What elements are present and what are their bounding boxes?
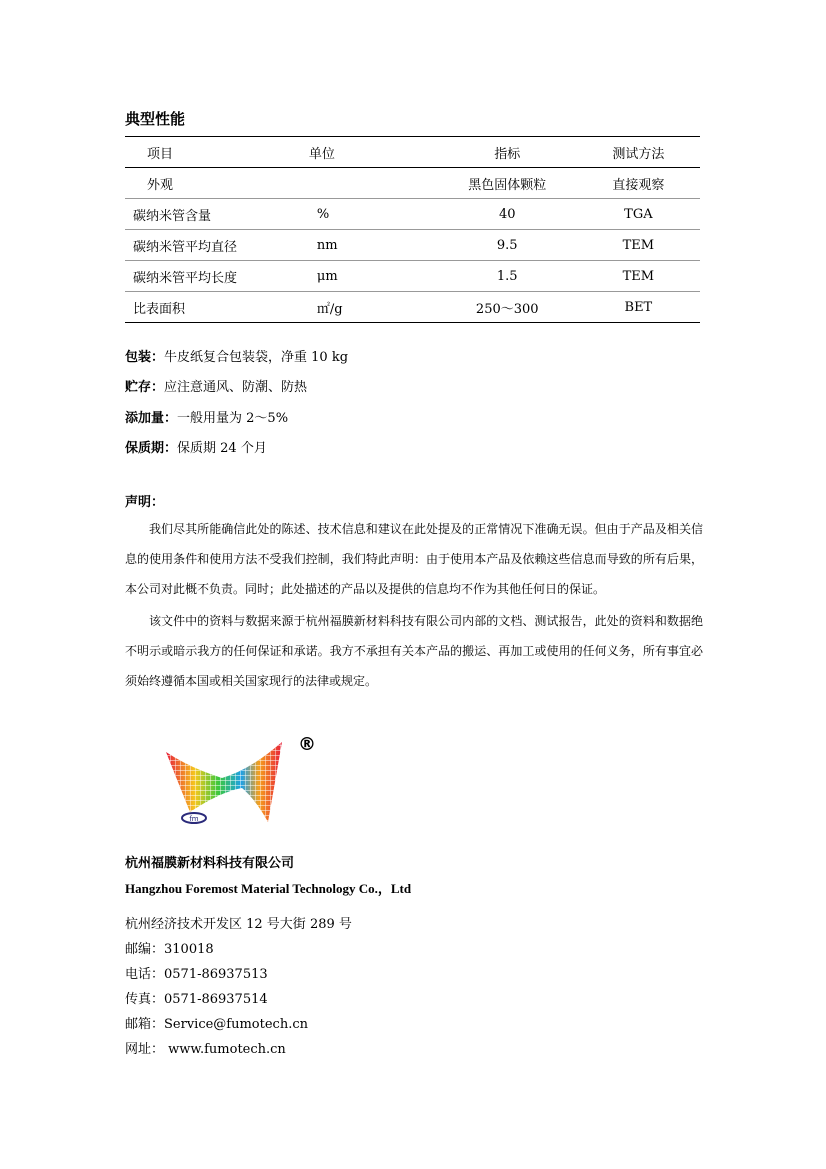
info-label: 包装： <box>125 350 165 365</box>
company-name-cn: 杭州福膜新材料科技有限公司 <box>125 856 295 871</box>
declaration-paragraph-1: 我们尽其所能确信此处的陈述、技术信息和建议在此处提及的正常情况下准确无误。但由于产品及相关信息的使用条件和使用方法不受我们控制，我们特此声明：由于使用本产品及依赖这些信息而导致的所有后果，本公司对此概不负责。同时；此处描述的产品以及提供的信息均不作为其他任何日的保证。 <box>125 522 703 596</box>
contact-email[interactable]: 邮箱：Service@fumotech.cn <box>125 1017 308 1032</box>
info-value: 一般用量为 2～5% <box>177 411 289 426</box>
cell-item: 外观 <box>125 168 297 199</box>
cell-unit <box>297 168 438 199</box>
table-row <box>125 230 700 261</box>
cell-unit: μm <box>297 261 438 292</box>
cell-item: 比表面积 <box>125 292 297 323</box>
cell-item: 碳纳米管平均直径 <box>125 230 297 261</box>
cell-item: 碳纳米管平均长度 <box>125 261 297 292</box>
info-storage <box>125 376 307 395</box>
table-row <box>125 168 700 199</box>
cell-method: TEM <box>577 230 700 261</box>
info-shelf-life <box>125 437 267 456</box>
cell-spec: 黑色固体颗粒 <box>438 168 577 199</box>
declaration-title: 声明： <box>125 495 165 510</box>
table-row <box>125 261 700 292</box>
contact-website[interactable]: 网址： www.fumotech.cn <box>125 1042 286 1057</box>
cell-method: TGA <box>577 199 700 230</box>
info-packaging <box>125 346 348 365</box>
company-name-en: Hangzhou Foremost Material Technology Co.，Ltd <box>125 881 412 896</box>
cell-unit: % <box>297 199 438 230</box>
cell-spec: 9.5 <box>438 230 577 261</box>
contact-postcode: 邮编：310018 <box>125 942 214 957</box>
header-unit: 单位 <box>297 137 438 168</box>
declaration-paragraph-2: 该文件中的资料与数据来源于杭州福膜新材料科技有限公司内部的文档、测试报告，此处的资料和数据绝不明示或暗示我方的任何保证和承诺。我方不承担有关本产品的搬运、再加工或使用的任何义务，所有事宜必须始终遵循本国或相关国家现行的法律或规定。 <box>125 614 703 688</box>
cell-spec: 40 <box>438 199 577 230</box>
header-spec: 指标 <box>438 137 577 168</box>
info-value: 应注意通风、防潮、防热 <box>164 380 308 395</box>
table-header-row <box>125 137 700 168</box>
info-label: 贮存： <box>125 380 165 395</box>
cell-spec: 250～300 <box>438 292 577 323</box>
cell-item: 碳纳米管含量 <box>125 199 297 230</box>
cell-method: BET <box>577 292 700 323</box>
svg-text:fm: fm <box>189 815 199 823</box>
header-method: 测试方法 <box>577 137 700 168</box>
info-dosage <box>125 407 288 426</box>
info-value: 保质期 24 个月 <box>177 441 267 456</box>
cell-unit: nm <box>297 230 438 261</box>
spec-table <box>125 136 700 323</box>
cell-method: 直接观察 <box>577 168 700 199</box>
contact-address: 杭州经济技术开发区 12 号大街 289 号 <box>125 917 352 932</box>
cell-unit: ㎡/g <box>297 292 438 323</box>
fumotech-logo-icon <box>160 730 320 830</box>
info-label: 保质期： <box>125 441 178 456</box>
cell-spec: 1.5 <box>438 261 577 292</box>
cell-method: TEM <box>577 261 700 292</box>
contact-fax: 传真：0571-86937514 <box>125 992 268 1007</box>
header-item: 项目 <box>125 137 297 168</box>
info-value: 牛皮纸复合包装袋，净重 10 kg <box>164 350 349 365</box>
table-row <box>125 199 700 230</box>
contact-phone: 电话：0571-86937513 <box>125 967 268 982</box>
section-title: 典型性能 <box>125 110 186 128</box>
registered-mark: ® <box>298 734 316 755</box>
table-row <box>125 292 700 323</box>
info-label: 添加量： <box>125 411 178 426</box>
